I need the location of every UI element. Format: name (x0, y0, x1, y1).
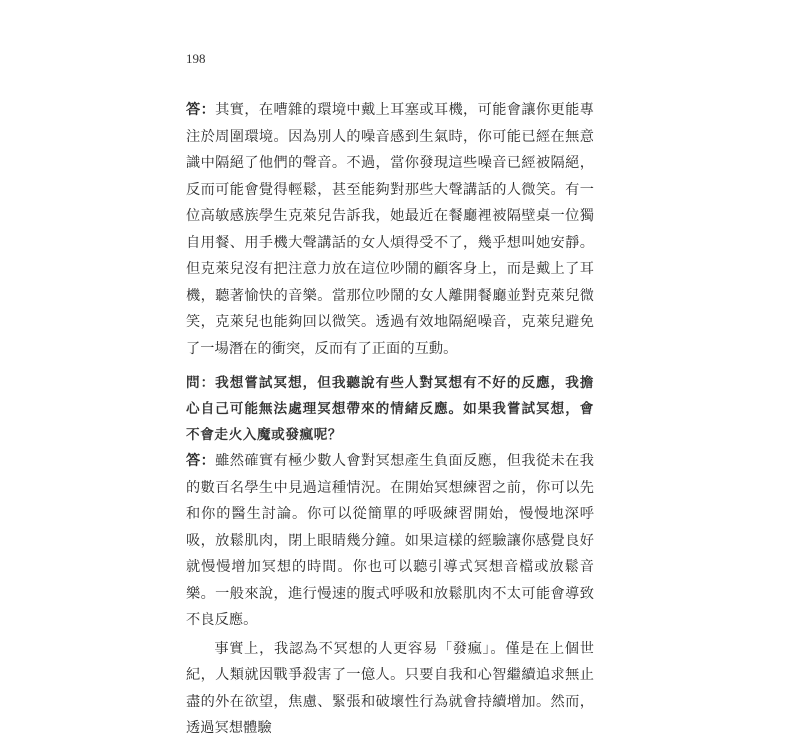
answer-label: 答： (186, 102, 216, 118)
page-number: 198 (186, 51, 206, 66)
answer-text: 雖然確實有極少數人會對冥想產生負面反應，但我從未在我的數百名學生中見過這種情況。在開始冥想練習之前，你可以先和你的醫生討論。你可以從簡單的呼吸練習開始，慢慢地深呼吸，放鬆肌肉，閉上眼睛幾分鐘。如果這樣的經驗讓你感覺良好就慢慢增加冥想的時間。你也可以聽引導式冥想音檔或放鬆音樂。一般來說，進行慢速的腹式呼吸和放鬆肌肉不太可能會導致不良反應。 (186, 453, 594, 628)
body-paragraph: 事實上，我認為不冥想的人更容易「發瘋」。僅是在上個世紀，人類就因戰爭殺害了一億人。只要自我和心智繼續追求無止盡的外在欲望，焦慮、緊張和破壞性行為就會持續增加。然而，透過冥想體驗 (186, 640, 594, 736)
answer-text: 其實，在嘈雜的環境中戴上耳塞或耳機，可能會讓你更能專注於周圍環境。因為別人的噪音感到生氣時，你可能已經在無意識中隔絕了他們的聲音。不過，當你發現這些噪音已經被隔絕，反而可能會覺得輕鬆，甚至能夠對那些大聲講話的人微笑。有一位高敏感族學生克萊兒告訴我，她最近在餐廳裡被隔壁桌一位獨自用餐、用手機大聲講話的女人煩得受不了，幾乎想叫她安靜。但克萊兒沒有把注意力放在這位吵鬧的顧客身上，而是戴上了耳機，聽著愉快的音樂。當那位吵鬧的女人離開餐廳並對克萊兒微笑，克萊兒也能夠回以微笑。透過有效地隔絕噪音，克萊兒避免了一場潛在的衝突，反而有了正面的互動。 (186, 102, 594, 357)
question-label: 問： (186, 375, 216, 391)
answer-label: 答： (186, 453, 216, 469)
question-text: 我想嘗試冥想，但我聽說有些人對冥想有不好的反應，我擔心自己可能無法處理冥想帶來的情緒反應。如果我嘗試冥想，會不會走火入魔或發瘋呢？ (186, 375, 594, 443)
question-paragraph (186, 370, 594, 448)
answer-paragraph-2 (186, 448, 594, 634)
answer-paragraph-1 (186, 97, 594, 362)
page-body (186, 97, 594, 742)
